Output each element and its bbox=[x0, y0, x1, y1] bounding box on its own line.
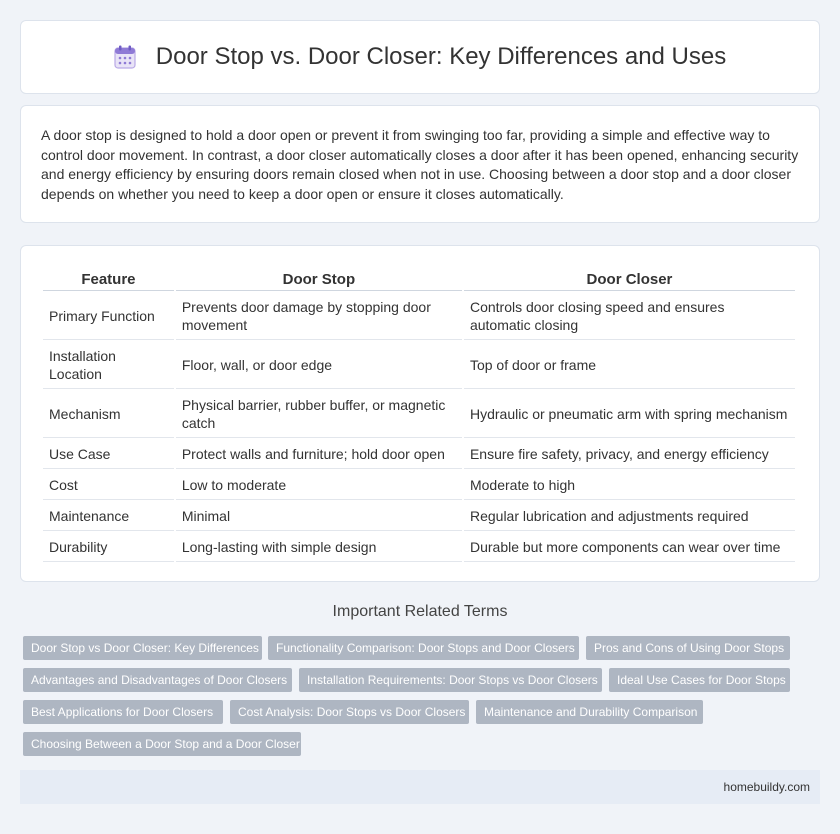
table-row bbox=[43, 342, 795, 389]
header-door-stop: Door Stop bbox=[176, 267, 462, 291]
related-terms-title: Important Related Terms bbox=[332, 603, 508, 620]
footer-site-name[interactable]: homebuildy.com bbox=[723, 780, 810, 794]
table-cell: Cost bbox=[43, 471, 174, 500]
footer bbox=[20, 770, 820, 804]
table-row bbox=[43, 440, 795, 469]
table-cell: Floor, wall, or door edge bbox=[176, 342, 462, 389]
header-door-closer: Door Closer bbox=[464, 267, 795, 291]
table-cell: Hydraulic or pneumatic arm with spring mechanism bbox=[464, 391, 795, 438]
table-cell: Mechanism bbox=[43, 391, 174, 438]
table-cell: Protect walls and furniture; hold door open bbox=[176, 440, 462, 469]
table-cell: Primary Function bbox=[43, 293, 174, 340]
table-row bbox=[43, 391, 795, 438]
intro-card bbox=[20, 105, 820, 223]
table-cell: Installation Location bbox=[43, 342, 174, 389]
related-tag[interactable]: Advantages and Disadvantages of Door Closers bbox=[23, 668, 292, 692]
table-row bbox=[43, 471, 795, 500]
related-tag[interactable]: Choosing Between a Door Stop and a Door Closer bbox=[23, 732, 301, 756]
table-cell: Physical barrier, rubber buffer, or magnetic catch bbox=[176, 391, 462, 438]
table-cell: Ensure fire safety, privacy, and energy efficiency bbox=[464, 440, 795, 469]
related-tag[interactable]: Installation Requirements: Door Stops vs Door Closers bbox=[299, 668, 602, 692]
table-cell: Prevents door damage by stopping door movement bbox=[176, 293, 462, 340]
related-tag[interactable]: Ideal Use Cases for Door Stops bbox=[609, 668, 790, 692]
related-tag[interactable]: Door Stop vs Door Closer: Key Differences bbox=[23, 636, 262, 660]
header-feature: Feature bbox=[43, 267, 174, 291]
table-cell: Minimal bbox=[176, 502, 462, 531]
comparison-table bbox=[41, 265, 797, 564]
table-cell: Use Case bbox=[43, 440, 174, 469]
table-cell: Low to moderate bbox=[176, 471, 462, 500]
related-tag[interactable]: Functionality Comparison: Door Stops and Door Closers bbox=[268, 636, 579, 660]
table-cell: Durable but more components can wear over time bbox=[464, 533, 795, 562]
related-tag[interactable]: Pros and Cons of Using Door Stops bbox=[586, 636, 790, 660]
related-tag[interactable]: Cost Analysis: Door Stops vs Door Closers bbox=[230, 700, 469, 724]
table-row bbox=[43, 502, 795, 531]
table-header-row bbox=[43, 267, 795, 291]
related-tag[interactable]: Best Applications for Door Closers bbox=[23, 700, 223, 724]
table-row bbox=[43, 293, 795, 340]
table-cell: Controls door closing speed and ensures automatic closing bbox=[464, 293, 795, 340]
title-card bbox=[20, 20, 820, 94]
comparison-table-card bbox=[20, 245, 820, 582]
related-tag[interactable]: Maintenance and Durability Comparison bbox=[476, 700, 703, 724]
table-cell: Maintenance bbox=[43, 502, 174, 531]
page-title: Door Stop vs. Door Closer: Key Differences and Uses bbox=[155, 43, 727, 70]
table-row bbox=[43, 533, 795, 562]
table-cell: Top of door or frame bbox=[464, 342, 795, 389]
table-cell: Long-lasting with simple design bbox=[176, 533, 462, 562]
calendar-icon bbox=[114, 45, 136, 69]
table-cell: Moderate to high bbox=[464, 471, 795, 500]
intro-text: A door stop is designed to hold a door open or prevent it from swinging too far, providing a simple and effective way to control door movement. In contrast, a door closer automatically closes a door after it has been opened, enhancing security and energy efficiency by ensuring doors remain closed when not in use. Choosing between a door stop and a door closer depends on whether you need to keep a door open or ensure it closes automatically. bbox=[41, 127, 799, 202]
table-cell: Regular lubrication and adjustments required bbox=[464, 502, 795, 531]
table-cell: Durability bbox=[43, 533, 174, 562]
